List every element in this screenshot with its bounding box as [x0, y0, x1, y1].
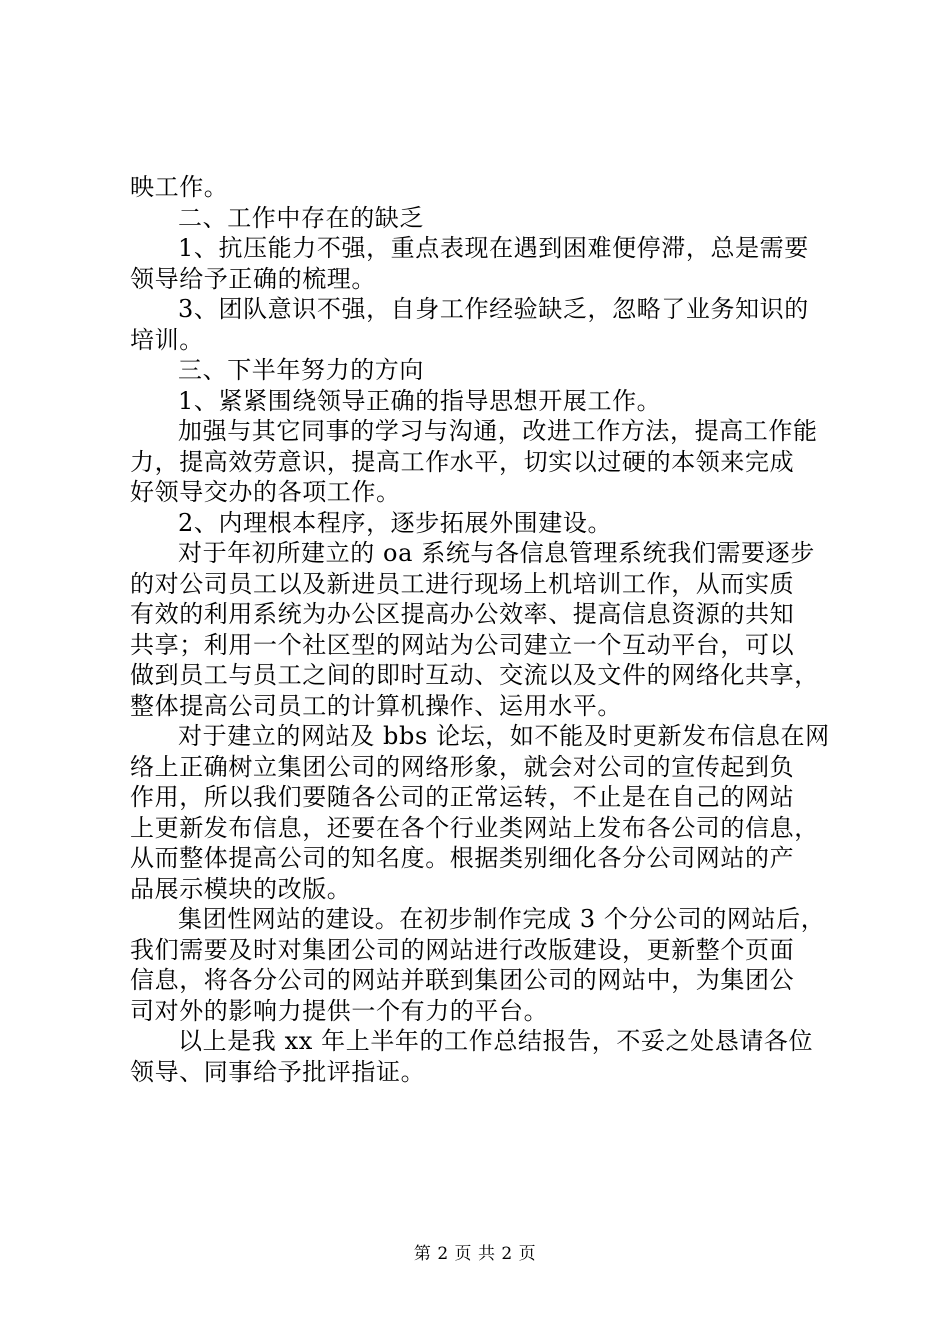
text-line: 共享；利用一个社区型的网站为公司建立一个互动平台，可以 [130, 630, 795, 659]
text-line: 从而整体提高公司的知名度。根据类别细化各分公司网站的产 [130, 844, 795, 872]
text-line: 作用，所以我们要随各公司的正常运转，不止是在自己的网站 [130, 783, 795, 811]
text-line: 二、工作中存在的缺乏 [178, 203, 424, 232]
text-line: 1、抗压能力不强，重点表现在遇到困难便停滞，总是需要 [178, 234, 809, 262]
text-line: 映工作。 [130, 173, 229, 201]
text-line: 1、紧紧围绕领导正确的指导思想开展工作。 [178, 386, 662, 415]
text-line: 做到员工与员工之间的即时互动、交流以及文件的网络化共享， [130, 661, 819, 689]
text-line: 信息，将各分公司的网站并联到集团公司的网站中，为集团公 [130, 966, 795, 994]
text-line: 络上正确树立集团公司的网络形象，就会对公司的宣传起到负 [130, 752, 795, 781]
text-line: 品展示模块的改版。 [130, 874, 352, 903]
text-line: 力，提高效劳意识，提高工作水平，切实以过硬的本领来完成 [130, 447, 795, 476]
text-line: 领导、同事给予批评指证。 [130, 1057, 426, 1086]
text-line: 整体提高公司员工的计算机操作、运用水平。 [130, 691, 622, 720]
text-line: 好领导交办的各项工作。 [130, 478, 401, 506]
text-line: 培训。 [130, 325, 204, 354]
text-line: 2、内理根本程序，逐步拓展外围建设。 [178, 508, 613, 537]
text-line: 集团性网站的建设。在初步制作完成 3 个分公司的网站后， [178, 905, 826, 933]
text-line: 我们需要及时对集团公司的网站进行改版建设，更新整个页面 [130, 935, 795, 964]
text-line: 3、团队意识不强，自身工作经验缺乏，忽略了业务知识的 [178, 295, 809, 323]
text-line: 对于年初所建立的 oa 系统与各信息管理系统我们需要逐步 [178, 539, 815, 567]
text-line: 领导给予正确的梳理。 [130, 264, 376, 293]
document-body [130, 172, 830, 1087]
text-line: 对于建立的网站及 bbs 论坛，如不能及时更新发布信息在网 [178, 722, 830, 750]
text-line: 以上是我 xx 年上半年的工作总结报告，不妥之处恳请各位 [178, 1027, 814, 1055]
text-line: 司对外的影响力提供一个有力的平台。 [130, 996, 549, 1025]
text-line: 加强与其它同事的学习与沟通，改进工作方法，提高工作能 [178, 417, 818, 445]
text-line: 上更新发布信息，还要在各个行业类网站上发布各公司的信息， [130, 813, 819, 842]
page-number: 第 2 页 共 2 页 [413, 1244, 537, 1264]
text-line: 的对公司员工以及新进员工进行现场上机培训工作，从而实质 [130, 569, 795, 598]
text-line: 有效的利用系统为办公区提高办公效率、提高信息资源的共知 [130, 600, 795, 628]
text-line: 三、下半年努力的方向 [178, 356, 424, 384]
